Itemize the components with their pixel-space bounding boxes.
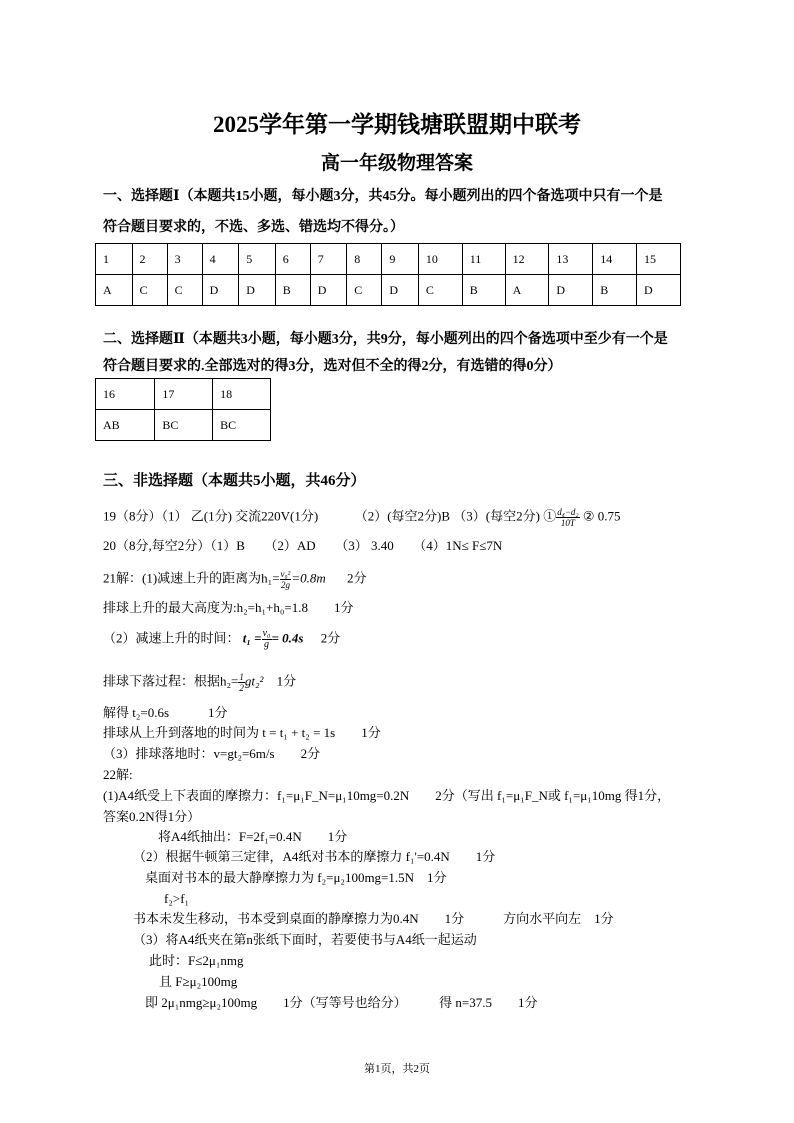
answer-cell: C <box>347 275 382 306</box>
q21-result: =0.8m <box>291 570 326 586</box>
q21-formula: t₁ = <box>242 630 262 646</box>
q22-line2: 答案0.2N得1分） <box>103 809 201 824</box>
page-footer: 第1页，共2页 <box>364 1063 430 1075</box>
answer-cell: B <box>462 275 505 306</box>
answer-cell: B <box>593 275 637 306</box>
question-number-cell: 9 <box>382 244 419 275</box>
answer-cell: A <box>96 275 133 306</box>
answer-cell: D <box>637 275 681 306</box>
q22-line3: 将A4纸抽出：F=2f₁=0.4N 1分 <box>158 829 348 844</box>
answer-row <box>96 275 681 306</box>
question-number-cell: 6 <box>275 244 310 275</box>
answer-cell: BC <box>155 410 213 441</box>
question-number-cell: 10 <box>418 244 462 275</box>
answer-row <box>96 410 271 441</box>
question-number-row <box>96 244 681 275</box>
question-number-cell: 7 <box>310 244 347 275</box>
answer-cell: D <box>382 275 419 306</box>
q21-formula: gt₂² <box>244 673 264 689</box>
question-number-cell: 16 <box>96 379 155 410</box>
question-number-cell: 5 <box>239 244 276 275</box>
question-number-row <box>96 379 271 410</box>
answer-cell: AB <box>96 410 155 441</box>
q22-line4: （2）根据牛顿第三定律，A4纸对书本的摩擦力 f₁'=0.4N 1分 <box>133 849 496 864</box>
question-number-cell: 13 <box>549 244 593 275</box>
section2-heading-line1: 二、选择题Ⅱ（本题共3小题，每小题3分，共9分，每小题列出的四个备选项中至少有一个是 <box>103 332 668 347</box>
question-number-cell: 14 <box>593 244 637 275</box>
q22-line11: 即 2μ₁nmg≥μ₂100mg 1分（写等号也给分） 得 n=37.5 1分 <box>145 995 538 1010</box>
answer-cell: D <box>202 275 239 306</box>
q21-score: 2分 <box>320 630 341 646</box>
q21-fraction <box>262 629 272 650</box>
question-number-cell: 3 <box>167 244 202 275</box>
q21-line5: 解得 t₂=0.6s 1分 <box>103 705 228 720</box>
q19-part-c: ② 0.75 <box>579 508 621 524</box>
question-number-cell: 15 <box>637 244 681 275</box>
question-number-cell: 8 <box>347 244 382 275</box>
answer-cell: C <box>132 275 167 306</box>
question-number-cell: 4 <box>202 244 239 275</box>
question-number-cell: 12 <box>505 244 549 275</box>
q22-line0: 22解: <box>103 767 133 782</box>
fraction-denominator: 2 <box>239 683 244 693</box>
q22-line6: f₂>f₁ <box>164 891 190 906</box>
q22-line1: (1)A4纸受上下表面的摩擦力：f₁=μ₁F_N=μ₁10mg=0.2N 2分（写出 f₁=μ₁F_N或 f₁=μ₁10mg 得1分， <box>103 788 671 803</box>
q21-line1 <box>103 569 367 590</box>
q22-line7: 书本未发生移动，书本受到桌面的静摩擦力为0.4N 1分 方向水平向左 1分 <box>133 911 614 926</box>
q21-line7: （3）排球落地时：v=gt₂=6m/s 2分 <box>103 746 321 761</box>
section2-answer-table <box>95 378 271 441</box>
question-number-cell: 17 <box>155 379 213 410</box>
answer-cell: C <box>418 275 462 306</box>
q19-part-a: 19（8分）（1） 乙(1分) 交流220V(1分) <box>103 508 319 524</box>
q19-part-b: （2）(每空2分)B （3）(每空2分) ① <box>354 508 557 524</box>
q21-fraction <box>280 569 292 590</box>
answer-cell: D <box>549 275 593 306</box>
q21-line6: 排球从上升到落地的时间为 t = t₁ + t₂ = 1s 1分 <box>103 725 381 740</box>
question-number-cell: 18 <box>213 379 271 410</box>
q19-fraction <box>556 507 579 528</box>
q21-text: （2）减速上升的时间： <box>103 630 240 646</box>
q21-line3 <box>103 629 340 650</box>
question-number-cell: 1 <box>96 244 133 275</box>
q21-text: 排球下落过程：根据h₂= <box>103 673 239 689</box>
answer-cell: B <box>275 275 310 306</box>
q21-line2: 排球上升的最大高度为:h₂=h₁+h₀=1.8 1分 <box>103 600 354 615</box>
q21-text: 21解：(1)减速上升的距离为h₁= <box>103 570 280 586</box>
q20-answer: 20（8分,每空2分）（1）B （2）AD （3） 3.40 （4）1N≤ F≤7N <box>103 538 503 553</box>
section1-heading-line1: 一、选择题Ⅰ（本题共15小题，每小题3分，共45分。每小题列出的四个备选项中只有一个是 <box>103 189 663 204</box>
question-number-cell: 2 <box>132 244 167 275</box>
fraction-numerator: v₀ <box>262 628 271 639</box>
fraction-denominator: g <box>264 639 270 650</box>
q22-line5: 桌面对书本的最大静摩擦力为 f₂=μ₂100mg=1.5N 1分 <box>145 870 447 885</box>
answer-cell: C <box>167 275 202 306</box>
q19-answer <box>103 507 620 528</box>
page-subtitle: 高一年级物理答案 <box>320 153 473 174</box>
fraction-denominator: 2g <box>280 580 290 590</box>
q22-line8: （3）将A4纸夹在第n张纸下面时，若要使书与A4纸一起运动 <box>133 932 477 947</box>
q21-line4 <box>103 672 296 693</box>
fraction-numerator: d₄−d₂ <box>557 507 579 517</box>
page-title: 2025学年第一学期钱塘联盟期中联考 <box>213 112 581 137</box>
q21-result: = 0.4s <box>271 630 304 646</box>
question-number-cell: 11 <box>462 244 505 275</box>
q22-line9: 此时：F≤2μ₁nmg <box>149 953 244 968</box>
answer-cell: A <box>505 275 549 306</box>
section1-answer-table <box>95 243 681 306</box>
section2-heading-line2: 符合题目要求的.全部选对的得3分，选对但不全的得2分，有选错的得0分） <box>103 359 562 374</box>
q21-score: 1分 <box>276 673 297 689</box>
answer-cell: D <box>239 275 276 306</box>
fraction-numerator: v₀² <box>280 569 291 579</box>
q22-line10: 且 F≥μ₂100mg <box>159 974 238 989</box>
section3-heading: 三、非选择题（本题共5小题，共46分） <box>103 473 366 489</box>
answer-cell: BC <box>213 410 271 441</box>
answer-cell: D <box>310 275 347 306</box>
q21-score: 2分 <box>347 570 367 586</box>
section1-heading-line2: 符合题目要求的，不选、多选、错选均不得分。） <box>103 220 404 235</box>
fraction-denominator: 10T <box>560 518 575 528</box>
fraction-numerator: 1 <box>239 672 244 682</box>
